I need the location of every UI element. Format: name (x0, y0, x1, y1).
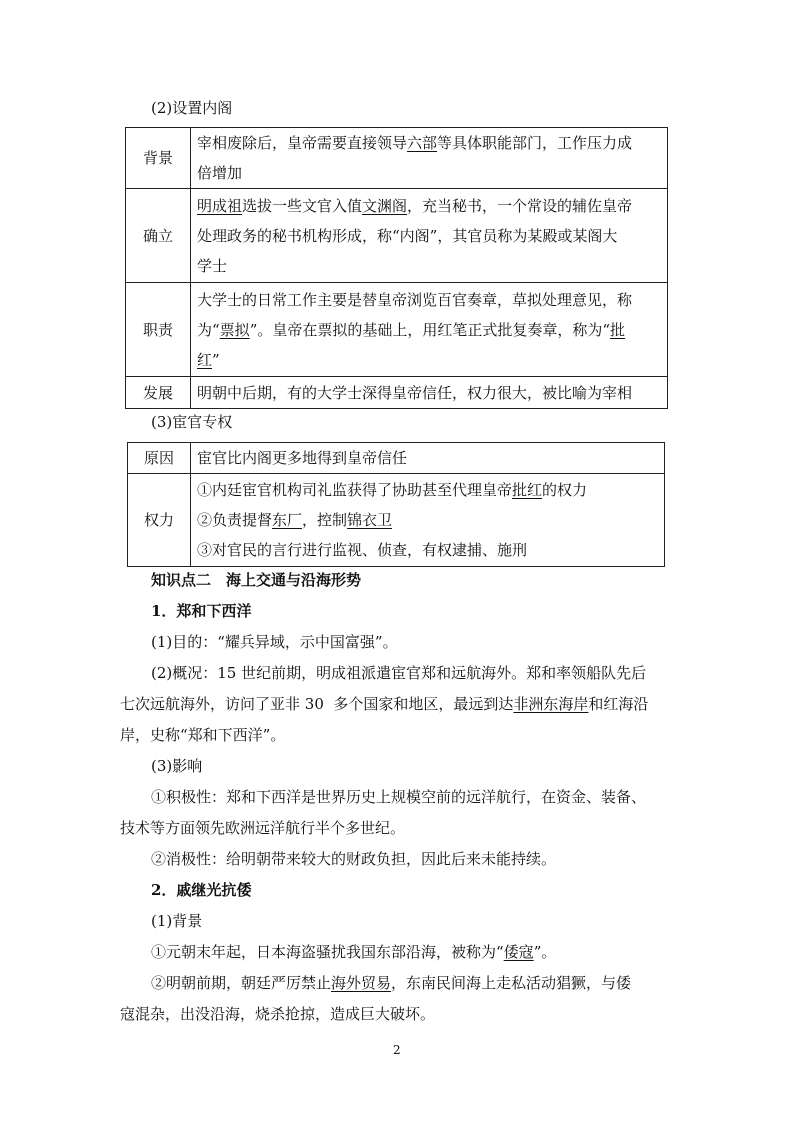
row-label: 职责 (126, 283, 191, 377)
content-line: ②负责提督东厂，控制锦衣卫 (197, 511, 393, 529)
row-label: 原因 (128, 443, 191, 474)
row-content (191, 189, 668, 283)
table-row (126, 189, 668, 283)
table-row (128, 474, 665, 567)
section-heading-cabinet: (2)设置内阁 (151, 99, 233, 117)
content-line: ①内廷宦官机构司礼监获得了协助甚至代理皇帝批红的权力 (197, 481, 588, 499)
row-label: 发展 (126, 377, 191, 409)
table-row (126, 377, 668, 409)
table-row (128, 443, 665, 474)
paragraph-point2-line: ②明朝前期，朝廷严厉禁止海外贸易，东南民间海上走私活动猖獗，与倭 (151, 974, 632, 992)
content-line: 大学士的日常工作主要是替皇帝浏览百官奏章，草拟处理意见，称 (197, 290, 633, 309)
row-content: 明朝中后期，有的大学士深得皇帝信任，权力很大，被比喻为宰相 (191, 377, 668, 409)
content-line: 学士 (197, 256, 228, 275)
section-heading-eunuch: (3)宦官专权 (151, 413, 233, 431)
row-label: 权力 (128, 474, 191, 567)
content-line: 倍增加 (197, 164, 243, 182)
content-line: 处理政务的秘书机构形成，称“内阁”，其官员称为某殿或某阁大 (197, 226, 618, 245)
eunuch-table (127, 442, 665, 567)
page-number: 2 (393, 1043, 401, 1057)
table-row (126, 283, 668, 377)
content-line: ③对官民的言行进行监视、侦查，有权逮捕、施刑 (197, 541, 528, 559)
paragraph-point2-line: 寇混杂，出没沿海，烧杀抢掠，造成巨大破坏。 (120, 1005, 436, 1023)
table-row (126, 128, 668, 189)
paragraph-purpose: (1)目的：“耀兵异域，示中国富强”。 (151, 633, 398, 651)
row-content (191, 474, 665, 567)
row-content: 宦官比内阁更多地得到皇帝信任 (191, 443, 665, 474)
paragraph-overview-line: 七次远航海外，访问了亚非 30 多个国家和地区，最远到达非洲东海岸和红海沿 (120, 695, 649, 713)
paragraph-positive-line: ①积极性：郑和下西洋是世界历史上规模空前的远洋航行，在资金、装备、 (151, 788, 647, 806)
row-label: 确立 (126, 189, 191, 283)
paragraph-point1: ①元朝末年起，日本海盗骚扰我国东部沿海，被称为“倭寇”。 (151, 943, 557, 961)
row-label: 背景 (126, 128, 191, 189)
paragraph-overview-line: (2)概况：15 世纪前期，明成祖派遣宦官郑和远航海外。郑和率领船队先后 (151, 664, 647, 682)
paragraph-overview-line: 岸，史称“郑和下西洋”。 (120, 726, 286, 744)
impact-title: (3)影响 (151, 757, 203, 775)
content-line: 红” (197, 350, 220, 369)
content-line: 明成祖选拔一些文官入值文渊阁，充当秘书，一个常设的辅佐皇帝 (197, 196, 633, 215)
paragraph-negative: ②消极性：给明朝带来较大的财政负担，因此后来未能持续。 (151, 850, 557, 868)
content-line: 宰相废除后，皇帝需要直接领导六部等具体职能部门，工作压力成 (197, 134, 633, 152)
paragraph-positive-line: 技术等方面领先欧洲远洋航行半个多世纪。 (120, 819, 406, 837)
row-content (191, 128, 668, 189)
subsection-title-qijiguang: 2．戚继光抗倭 (151, 881, 252, 899)
row-content (191, 283, 668, 377)
cabinet-table (125, 127, 668, 409)
content-line: 为“票拟”。皇帝在票拟的基础上，用红笔正式批复奏章，称为“批 (197, 320, 626, 339)
knowledge-heading: 知识点二 海上交通与沿海形势 (151, 571, 362, 589)
subsection-title-zhenghe: 1．郑和下西洋 (151, 602, 252, 620)
background-title: (1)背景 (151, 912, 203, 930)
